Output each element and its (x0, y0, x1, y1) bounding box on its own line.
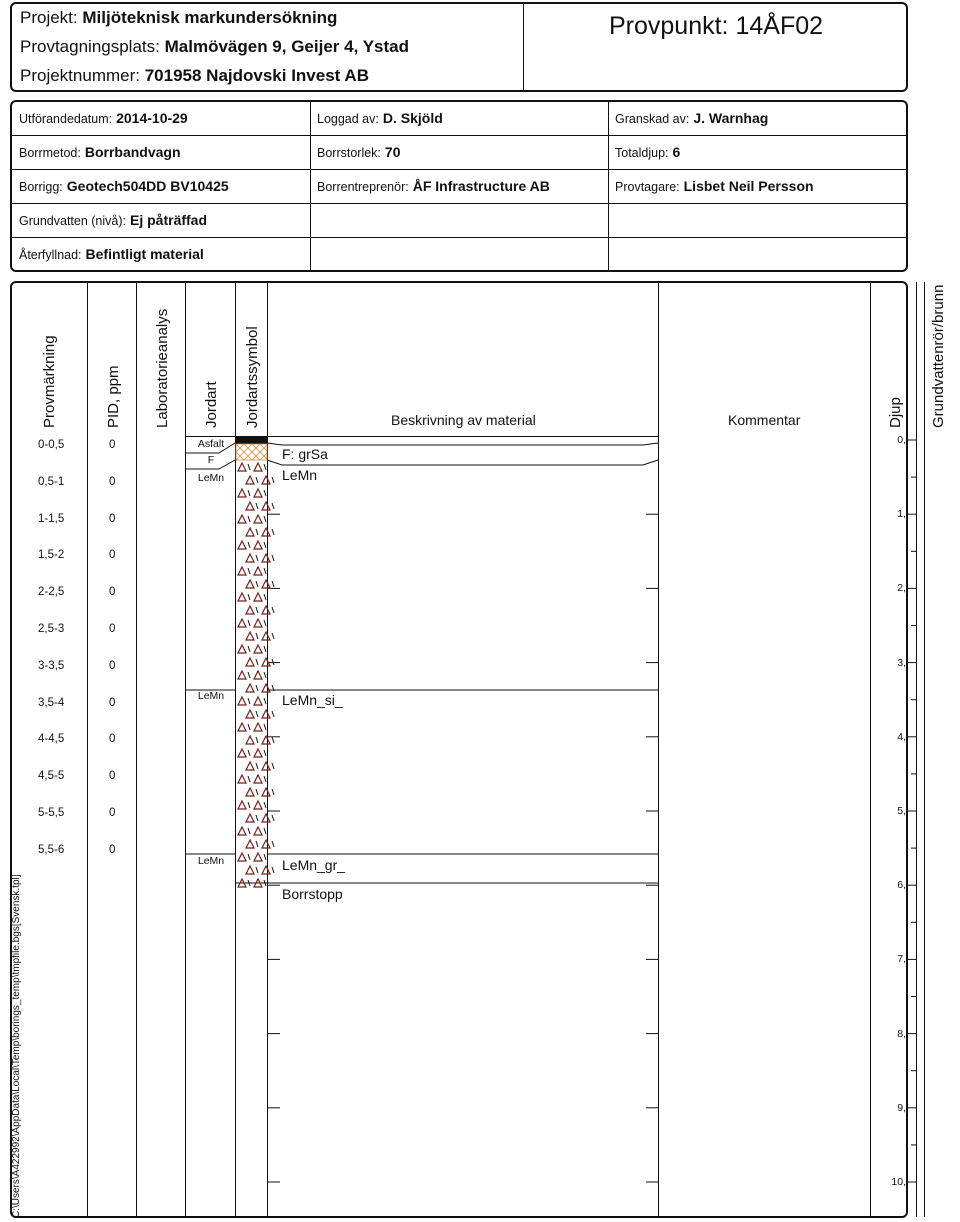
method-field: Borrmetod: Borrbandvagn (19, 144, 181, 160)
total-depth-field: Totaldjup: 6 (615, 144, 681, 160)
site-name: Malmövägen 9, Geijer 4, Ystad (164, 37, 410, 56)
soil-asfalt: Asfalt (197, 438, 225, 450)
symbol-mark (238, 645, 246, 653)
symbol-mark (272, 477, 274, 483)
symbol-mark (262, 580, 270, 588)
symbol-mark (262, 632, 270, 640)
sample-id: 4-4,5 (38, 733, 65, 746)
contractor-field: Borrentreprenör: ÅF Infrastructure AB (317, 178, 550, 194)
symbol-mark (254, 775, 262, 783)
symbol-mark (262, 528, 270, 536)
file-path: C:\Users\A422992\AppData\Local\Temp\borings_temp\tmpfile.bgs[Svensk.tpl] (11, 874, 22, 1218)
col-header-comment: Kommentar (728, 412, 801, 428)
depth-label: 5, (897, 805, 906, 817)
symbol-mark (238, 541, 246, 549)
symbol-mark (264, 776, 266, 782)
symbol-mark (264, 542, 266, 548)
symbol-mark (248, 724, 250, 730)
symbol-mark (256, 815, 258, 821)
symbol-mark (262, 814, 270, 822)
symbol-mark (238, 723, 246, 731)
symbol-mark (248, 802, 250, 808)
symbol-mark (256, 685, 258, 691)
symbol-mark (254, 593, 262, 601)
symbol-mark (246, 554, 254, 562)
desc-borrstopp: Borrstopp (282, 886, 343, 902)
desc-lemn-gr: LeMn_gr_ (282, 857, 346, 873)
symbol-mark (256, 841, 258, 847)
symbol-mark (264, 594, 266, 600)
symbol-mark (246, 866, 254, 874)
symbol-mark (246, 502, 254, 510)
symbol-mark (272, 737, 274, 743)
symbol-mark (272, 529, 274, 535)
symbol-mark (238, 515, 246, 523)
sample-id: 3,5-4 (38, 696, 65, 709)
symbol-mark (256, 503, 258, 509)
symbol-mark (254, 801, 262, 809)
depth-label: 7, (897, 953, 906, 966)
depth-label: 6, (897, 879, 906, 892)
symbol-mark (248, 776, 250, 782)
symbol-mark (248, 516, 250, 522)
symbol-mark (238, 567, 246, 575)
sample-pid: 0 (109, 439, 116, 451)
depth-label: 8, (897, 1027, 906, 1040)
reviewed-field: Granskad av: J. Warnhag (615, 110, 769, 126)
symbol-mark (238, 853, 246, 861)
depth-label: 10, (891, 1176, 906, 1188)
symbol-mark (256, 607, 258, 613)
symbol-mark (248, 750, 250, 756)
depth-label: 4, (897, 730, 906, 743)
symbol-mark (262, 502, 270, 510)
symbol-mark (256, 477, 258, 483)
sample-id: 0-0,5 (38, 439, 65, 451)
symbol-mark (246, 710, 254, 718)
symbol-mark (254, 541, 262, 549)
symbol-mark (272, 763, 274, 769)
sample-id: 2-2,5 (38, 586, 65, 599)
col-header-depth: Djup (887, 397, 904, 428)
symbol-mark (248, 464, 250, 470)
symbol-mark (272, 633, 274, 639)
symbol-mark (264, 750, 266, 756)
symbol-mark (262, 840, 270, 848)
desc-lemn: LeMn (282, 467, 318, 483)
symbol-mark (272, 555, 274, 561)
symbol-mark (248, 542, 250, 548)
sample-id: 1-1,5 (38, 512, 65, 525)
symbol-mark (254, 645, 262, 653)
backfill-field: Återfyllnad: Befintligt material (19, 246, 204, 262)
symbol-mark (248, 620, 250, 626)
col-header-symbol: Jordartssymbol (244, 326, 261, 428)
symbol-mark (238, 827, 246, 835)
sample-pid: 0 (109, 843, 116, 856)
symbol-mark (246, 528, 254, 536)
symbol-mark (262, 606, 270, 614)
symbol-mark (254, 463, 262, 471)
symbol-mark (246, 658, 254, 666)
site-line: Provtagningsplats: Malmövägen 9, Geijer 4, Ystad (20, 37, 410, 56)
soil-lemn-2: LeMn (197, 690, 225, 702)
symbol-mark (264, 568, 266, 574)
symbol-mark (246, 580, 254, 588)
symbol-mark (248, 854, 250, 860)
depth-label: 3, (897, 656, 906, 669)
groundwater-field: Grundvatten (nivå): Ej påträffad (19, 212, 208, 228)
depth-label: 1, (897, 508, 906, 521)
symbol-mark (262, 658, 270, 666)
col-header-soil: Jordart (203, 381, 220, 428)
sample-id: 4,5-5 (38, 770, 65, 783)
sample-pid: 0 (109, 475, 116, 488)
symbol-mark (256, 633, 258, 639)
symbol-mark (256, 711, 258, 717)
col-header-description: Beskrivning av material (391, 412, 536, 428)
symbol-mark (262, 476, 270, 484)
symbol-mark (238, 749, 246, 757)
symbol-mark (246, 684, 254, 692)
symbol-mark (256, 737, 258, 743)
symbol-mark (272, 659, 274, 665)
sample-pid: 0 (109, 512, 116, 525)
size-field: Borrstorlek: 70 (317, 144, 401, 160)
symbol-mark (262, 684, 270, 692)
col-header-well: Grundvattenrör/brunn (930, 284, 947, 428)
col-header-sample: Provmärkning (41, 335, 58, 428)
symbol-mark (264, 724, 266, 730)
desc-lemn-si: LeMn_si_ (282, 692, 343, 708)
symbol-mark (254, 749, 262, 757)
symbol-mark (246, 632, 254, 640)
sampler-field: Provtagare: Lisbet Neil Persson (615, 178, 814, 194)
symbol-mark (256, 867, 258, 873)
sample-id: 3-3,5 (38, 659, 65, 672)
symbol-mark (254, 723, 262, 731)
symbol-mark (254, 515, 262, 523)
depth-label: 9, (897, 1101, 906, 1114)
symbol-mark (264, 672, 266, 678)
symbol-mark (256, 763, 258, 769)
depth-ticks-group (268, 440, 916, 1182)
project-name: Miljöteknisk markundersökning (82, 8, 338, 27)
soil-boundary-asfalt (186, 443, 235, 453)
sample-pid: 0 (109, 807, 116, 819)
symbol-mark (272, 607, 274, 613)
symbol-mark (246, 736, 254, 744)
symbol-mark (248, 594, 250, 600)
symbol-mark (272, 711, 274, 717)
symbol-mark (262, 710, 270, 718)
symbol-mark (238, 697, 246, 705)
logged-field: Loggad av: D. Skjöld (317, 110, 443, 126)
symbol-mark (246, 814, 254, 822)
symbol-mark (254, 827, 262, 835)
col-header-lab: Laboratorieanalys (154, 308, 171, 428)
symbol-mark (254, 567, 262, 575)
symbol-mark (246, 476, 254, 484)
depth-label: 2, (897, 582, 906, 595)
symbol-mark (248, 646, 250, 652)
symbol-mark (254, 671, 262, 679)
symbol-mark (246, 840, 254, 848)
symbol-mark (272, 581, 274, 587)
symbol-mark (238, 619, 246, 627)
symbol-mark (262, 866, 270, 874)
soil-f: F (207, 454, 215, 466)
symbol-mark (254, 853, 262, 861)
symbol-mark (272, 841, 274, 847)
symbol-mark (248, 672, 250, 678)
sample-id: 2,5-3 (38, 623, 65, 635)
symbol-mark (248, 828, 250, 834)
symbol-mark (264, 490, 266, 496)
symbol-mark (264, 516, 266, 522)
sample-pid: 0 (109, 659, 116, 672)
symbol-mark (256, 789, 258, 795)
symbol-mark (238, 775, 246, 783)
sample-id: 1,5-2 (38, 549, 65, 562)
symbol-mark (262, 788, 270, 796)
sample-pid: 0 (109, 696, 116, 709)
sample-pid: 0 (109, 586, 116, 599)
symbol-mark (264, 854, 266, 860)
symbol-mark (264, 828, 266, 834)
symbol-mark (256, 555, 258, 561)
symbol-mark (264, 464, 266, 470)
symbol-mark (272, 503, 274, 509)
symbol-mark (246, 606, 254, 614)
symbol-mark (248, 698, 250, 704)
rig-field: Borrigg: Geotech504DD BV10425 (19, 178, 229, 194)
symbol-mark (254, 619, 262, 627)
symbol-mark (264, 646, 266, 652)
symbol-asfalt (236, 437, 267, 444)
project-line: Projekt: Miljöteknisk markundersökning (20, 8, 338, 27)
symbol-mark (238, 671, 246, 679)
symbol-mark (256, 581, 258, 587)
provpunkt-id: 14ÅF02 (735, 12, 824, 40)
symbol-mark (264, 802, 266, 808)
sample-id: 5,5-6 (38, 843, 65, 856)
symbol-mark (246, 762, 254, 770)
soil-lemn-3: LeMn (197, 855, 225, 867)
symbol-mark (264, 698, 266, 704)
sample-id: 0,5-1 (38, 475, 65, 488)
depth-label: 0, (897, 434, 906, 446)
number-line: Projektnummer: 701958 Najdovski Invest AB (20, 66, 369, 85)
symbol-mark (262, 762, 270, 770)
symbol-mark (256, 529, 258, 535)
symbol-mark (238, 593, 246, 601)
sample-pid: 0 (109, 623, 116, 635)
sample-id: 5-5,5 (38, 807, 65, 819)
provpunkt-title: Provpunkt: 14ÅF02 (609, 12, 824, 40)
symbol-mark (238, 801, 246, 809)
sample-pid: 0 (109, 770, 116, 783)
symbol-mark (238, 463, 246, 471)
soil-boundary-f (186, 460, 235, 469)
desc-boundary-1 (267, 443, 658, 445)
symbol-mark (272, 815, 274, 821)
desc-fill: F: grSa (282, 446, 328, 462)
symbol-mark (256, 659, 258, 665)
sample-pid: 0 (109, 733, 116, 746)
symbol-mark (264, 620, 266, 626)
symbol-mark (272, 789, 274, 795)
symbol-mark (254, 489, 262, 497)
symbol-mark (272, 867, 274, 873)
date-field: Utförandedatum: 2014-10-29 (19, 110, 188, 126)
project-number: 701958 Najdovski Invest AB (144, 66, 369, 85)
symbol-mark (254, 697, 262, 705)
symbol-mark (238, 489, 246, 497)
symbol-mark (248, 568, 250, 574)
symbol-lemn-pattern (238, 463, 274, 887)
col-header-pid: PID, ppm (105, 365, 122, 428)
symbol-mark (262, 554, 270, 562)
symbol-mark (248, 490, 250, 496)
symbol-mark (246, 788, 254, 796)
sample-pid: 0 (109, 549, 116, 562)
soil-lemn-1: LeMn (197, 472, 225, 484)
